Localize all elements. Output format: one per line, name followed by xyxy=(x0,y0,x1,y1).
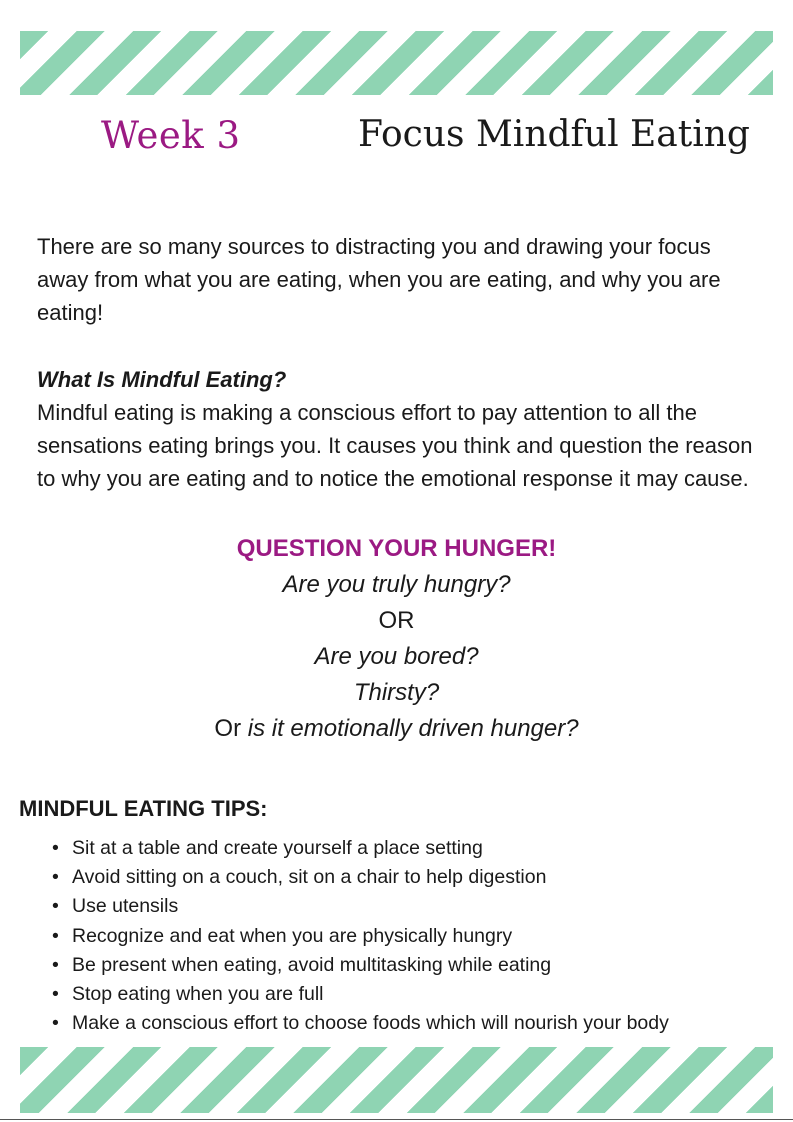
question-line-emotional-italic: is it emotionally driven hunger? xyxy=(247,715,579,742)
bullet-icon: • xyxy=(52,1012,59,1035)
list-item xyxy=(52,922,772,951)
bottom-rule xyxy=(0,1119,793,1120)
tips-list xyxy=(52,834,772,1038)
list-item xyxy=(52,892,772,921)
what-is-heading: What Is Mindful Eating? xyxy=(37,367,287,392)
list-item xyxy=(52,980,772,1009)
bullet-icon: • xyxy=(52,953,59,976)
tip-text: Be present when eating, avoid multitasking while eating xyxy=(72,953,552,976)
question-line-hungry: Are you truly hungry? xyxy=(282,571,511,598)
list-item xyxy=(52,834,772,863)
tips-heading: MINDFUL EATING TIPS: xyxy=(19,796,268,821)
intro-paragraph: There are so many sources to distracting you and drawing your focus away from what you are eating, when you are eating, and why you are eating! xyxy=(37,234,721,325)
tip-text: Recognize and eat when you are physically hungry xyxy=(72,924,513,947)
tip-text: Sit at a table and create yourself a place setting xyxy=(72,837,483,859)
tip-text: Avoid sitting on a couch, sit on a chair to help digestion xyxy=(72,866,547,889)
tip-text: Stop eating when you are full xyxy=(72,983,324,1006)
question-line-bored: Are you bored? xyxy=(314,643,479,670)
question-heading: QUESTION YOUR HUNGER! xyxy=(236,535,557,562)
list-item xyxy=(52,863,772,892)
question-line-emotional-prefix: Or xyxy=(214,715,248,742)
bullet-icon: • xyxy=(52,983,59,1006)
bullet-icon: • xyxy=(52,895,59,918)
question-line-emotional xyxy=(0,711,793,747)
tip-text: Make a conscious effort to choose foods which will nourish your body xyxy=(72,1012,669,1035)
question-or: OR xyxy=(378,607,415,634)
page-title: Focus Mindful Eating xyxy=(358,114,750,155)
bullet-icon: • xyxy=(52,866,59,889)
list-item xyxy=(52,951,772,980)
tip-text: Use utensils xyxy=(72,895,179,918)
list-item xyxy=(52,1009,772,1038)
week-label: Week 3 xyxy=(101,114,241,157)
bullet-icon: • xyxy=(52,837,59,859)
bottom-stripe-banner xyxy=(20,1047,773,1113)
bullet-icon: • xyxy=(52,924,59,947)
what-is-body: Mindful eating is making a conscious effort to pay attention to all the sensations eating brings you. It causes you think and question the reason to why you are eating and to notice the emotional response it may cause. xyxy=(37,400,753,491)
top-stripe-banner xyxy=(20,31,773,95)
question-line-thirsty: Thirsty? xyxy=(353,679,440,706)
